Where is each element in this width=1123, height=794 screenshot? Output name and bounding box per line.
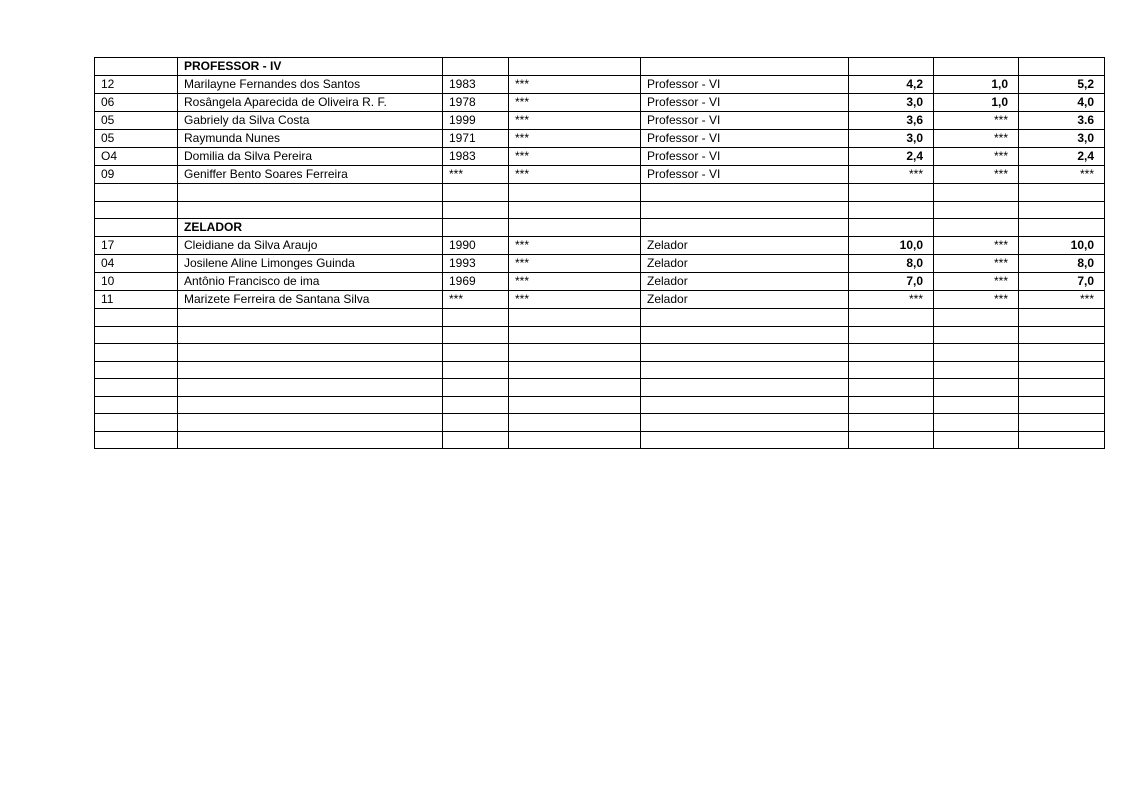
empty-cell bbox=[1019, 201, 1105, 219]
empty-row bbox=[95, 309, 1105, 327]
empty-cell bbox=[443, 396, 509, 414]
empty-cell bbox=[641, 309, 849, 327]
role-cell: Zelador bbox=[641, 255, 849, 273]
empty-cell bbox=[95, 396, 178, 414]
empty-cell bbox=[934, 201, 1019, 219]
table-row bbox=[95, 166, 1105, 184]
table-body bbox=[95, 58, 1105, 449]
empty-cell bbox=[95, 431, 178, 449]
total-cell: 3,0 bbox=[1019, 130, 1105, 148]
empty-row bbox=[95, 431, 1105, 449]
role-cell: Zelador bbox=[641, 237, 849, 255]
empty-row bbox=[95, 396, 1105, 414]
empty-cell bbox=[443, 361, 509, 379]
section-title: PROFESSOR - IV bbox=[178, 58, 443, 76]
table-row bbox=[95, 291, 1105, 309]
empty-cell bbox=[1019, 344, 1105, 362]
empty-cell bbox=[1019, 309, 1105, 327]
total-cell: *** bbox=[1019, 291, 1105, 309]
empty-cell bbox=[849, 201, 934, 219]
empty-row bbox=[95, 361, 1105, 379]
empty-cell bbox=[509, 361, 641, 379]
marker-cell: *** bbox=[509, 130, 641, 148]
empty-cell bbox=[443, 219, 509, 237]
year-cell: 1990 bbox=[443, 237, 509, 255]
role-cell: Professor - VI bbox=[641, 76, 849, 94]
section-title: ZELADOR bbox=[178, 219, 443, 237]
table-row bbox=[95, 237, 1105, 255]
row-number-cell: O4 bbox=[95, 148, 178, 166]
row-number-cell: 05 bbox=[95, 130, 178, 148]
empty-cell bbox=[849, 184, 934, 202]
score-1-cell: *** bbox=[849, 291, 934, 309]
empty-cell bbox=[178, 201, 443, 219]
empty-cell bbox=[934, 58, 1019, 76]
empty-cell bbox=[1019, 431, 1105, 449]
empty-cell bbox=[95, 219, 178, 237]
empty-cell bbox=[443, 326, 509, 344]
total-cell: 4,0 bbox=[1019, 94, 1105, 112]
empty-cell bbox=[849, 219, 934, 237]
empty-cell bbox=[849, 326, 934, 344]
marker-cell: *** bbox=[509, 237, 641, 255]
empty-cell bbox=[934, 431, 1019, 449]
empty-cell bbox=[509, 309, 641, 327]
score-1-cell: 4,2 bbox=[849, 76, 934, 94]
total-cell: 2,4 bbox=[1019, 148, 1105, 166]
empty-row bbox=[95, 184, 1105, 202]
empty-cell bbox=[934, 414, 1019, 432]
table-row bbox=[95, 255, 1105, 273]
marker-cell: *** bbox=[509, 148, 641, 166]
name-cell: Domilia da Silva Pereira bbox=[178, 148, 443, 166]
empty-cell bbox=[934, 184, 1019, 202]
empty-cell bbox=[95, 414, 178, 432]
score-2-cell: *** bbox=[934, 273, 1019, 291]
marker-cell: *** bbox=[509, 255, 641, 273]
row-number-cell: 11 bbox=[95, 291, 178, 309]
empty-cell bbox=[443, 184, 509, 202]
marker-cell: *** bbox=[509, 291, 641, 309]
score-1-cell: 3,0 bbox=[849, 130, 934, 148]
name-cell: Rosângela Aparecida de Oliveira R. F. bbox=[178, 94, 443, 112]
empty-cell bbox=[934, 396, 1019, 414]
empty-cell bbox=[1019, 379, 1105, 397]
empty-cell bbox=[1019, 326, 1105, 344]
total-cell: 5,2 bbox=[1019, 76, 1105, 94]
score-1-cell: *** bbox=[849, 166, 934, 184]
name-cell: Gabriely da Silva Costa bbox=[178, 112, 443, 130]
year-cell: 1993 bbox=[443, 255, 509, 273]
empty-cell bbox=[178, 396, 443, 414]
empty-cell bbox=[641, 58, 849, 76]
empty-cell bbox=[509, 379, 641, 397]
empty-cell bbox=[641, 344, 849, 362]
name-cell: Marizete Ferreira de Santana Silva bbox=[178, 291, 443, 309]
score-1-cell: 3,0 bbox=[849, 94, 934, 112]
role-cell: Professor - VI bbox=[641, 166, 849, 184]
empty-cell bbox=[849, 414, 934, 432]
empty-cell bbox=[95, 201, 178, 219]
year-cell: *** bbox=[443, 166, 509, 184]
empty-cell bbox=[95, 309, 178, 327]
score-1-cell: 10,0 bbox=[849, 237, 934, 255]
score-2-cell: *** bbox=[934, 166, 1019, 184]
empty-cell bbox=[1019, 361, 1105, 379]
empty-cell bbox=[443, 201, 509, 219]
empty-cell bbox=[1019, 58, 1105, 76]
empty-cell bbox=[641, 184, 849, 202]
table-row bbox=[95, 94, 1105, 112]
empty-cell bbox=[443, 309, 509, 327]
score-1-cell: 3,6 bbox=[849, 112, 934, 130]
year-cell: 1983 bbox=[443, 148, 509, 166]
year-cell: 1978 bbox=[443, 94, 509, 112]
empty-cell bbox=[95, 184, 178, 202]
empty-cell bbox=[509, 414, 641, 432]
score-1-cell: 7,0 bbox=[849, 273, 934, 291]
empty-cell bbox=[934, 379, 1019, 397]
empty-cell bbox=[178, 431, 443, 449]
score-2-cell: *** bbox=[934, 130, 1019, 148]
name-cell: Antônio Francisco de ima bbox=[178, 273, 443, 291]
role-cell: Professor - VI bbox=[641, 112, 849, 130]
year-cell: 1971 bbox=[443, 130, 509, 148]
year-cell: 1999 bbox=[443, 112, 509, 130]
empty-cell bbox=[1019, 414, 1105, 432]
name-cell: Josilene Aline Limonges Guinda bbox=[178, 255, 443, 273]
table-row bbox=[95, 112, 1105, 130]
section-header-row bbox=[95, 58, 1105, 76]
empty-row bbox=[95, 379, 1105, 397]
total-cell: 3.6 bbox=[1019, 112, 1105, 130]
empty-cell bbox=[509, 219, 641, 237]
empty-cell bbox=[178, 184, 443, 202]
table-row bbox=[95, 130, 1105, 148]
empty-cell bbox=[509, 431, 641, 449]
empty-cell bbox=[849, 431, 934, 449]
empty-cell bbox=[509, 326, 641, 344]
row-number-cell: 04 bbox=[95, 255, 178, 273]
empty-cell bbox=[641, 219, 849, 237]
year-cell: *** bbox=[443, 291, 509, 309]
table-row bbox=[95, 148, 1105, 166]
empty-cell bbox=[509, 201, 641, 219]
empty-cell bbox=[641, 414, 849, 432]
empty-cell bbox=[849, 58, 934, 76]
role-cell: Zelador bbox=[641, 291, 849, 309]
empty-row bbox=[95, 201, 1105, 219]
empty-cell bbox=[934, 326, 1019, 344]
score-2-cell: *** bbox=[934, 112, 1019, 130]
empty-cell bbox=[641, 201, 849, 219]
year-cell: 1983 bbox=[443, 76, 509, 94]
empty-cell bbox=[443, 379, 509, 397]
empty-cell bbox=[178, 379, 443, 397]
name-cell: Cleidiane da Silva Araujo bbox=[178, 237, 443, 255]
empty-cell bbox=[641, 379, 849, 397]
empty-cell bbox=[1019, 219, 1105, 237]
empty-cell bbox=[95, 344, 178, 362]
score-2-cell: *** bbox=[934, 148, 1019, 166]
empty-cell bbox=[934, 344, 1019, 362]
year-cell: 1969 bbox=[443, 273, 509, 291]
empty-cell bbox=[443, 414, 509, 432]
empty-row bbox=[95, 414, 1105, 432]
table-row bbox=[95, 76, 1105, 94]
role-cell: Professor - VI bbox=[641, 130, 849, 148]
row-number-cell: 10 bbox=[95, 273, 178, 291]
empty-cell bbox=[509, 58, 641, 76]
total-cell: *** bbox=[1019, 166, 1105, 184]
score-2-cell: *** bbox=[934, 237, 1019, 255]
empty-cell bbox=[178, 344, 443, 362]
row-number-cell: 05 bbox=[95, 112, 178, 130]
marker-cell: *** bbox=[509, 112, 641, 130]
empty-cell bbox=[95, 58, 178, 76]
row-number-cell: 12 bbox=[95, 76, 178, 94]
row-number-cell: 09 bbox=[95, 166, 178, 184]
empty-cell bbox=[178, 361, 443, 379]
score-1-cell: 2,4 bbox=[849, 148, 934, 166]
empty-cell bbox=[849, 396, 934, 414]
empty-cell bbox=[641, 326, 849, 344]
marker-cell: *** bbox=[509, 76, 641, 94]
empty-cell bbox=[443, 58, 509, 76]
empty-cell bbox=[509, 344, 641, 362]
empty-cell bbox=[1019, 184, 1105, 202]
table-row bbox=[95, 273, 1105, 291]
empty-cell bbox=[178, 309, 443, 327]
score-1-cell: 8,0 bbox=[849, 255, 934, 273]
role-cell: Professor - VI bbox=[641, 94, 849, 112]
empty-cell bbox=[509, 184, 641, 202]
empty-cell bbox=[641, 431, 849, 449]
score-2-cell: *** bbox=[934, 255, 1019, 273]
empty-cell bbox=[1019, 396, 1105, 414]
total-cell: 8,0 bbox=[1019, 255, 1105, 273]
empty-cell bbox=[641, 361, 849, 379]
empty-cell bbox=[95, 326, 178, 344]
empty-cell bbox=[934, 309, 1019, 327]
name-cell: Marilayne Fernandes dos Santos bbox=[178, 76, 443, 94]
empty-row bbox=[95, 344, 1105, 362]
role-cell: Professor - VI bbox=[641, 148, 849, 166]
empty-cell bbox=[849, 379, 934, 397]
row-number-cell: 17 bbox=[95, 237, 178, 255]
score-2-cell: 1,0 bbox=[934, 76, 1019, 94]
row-number-cell: 06 bbox=[95, 94, 178, 112]
marker-cell: *** bbox=[509, 94, 641, 112]
marker-cell: *** bbox=[509, 166, 641, 184]
empty-cell bbox=[443, 431, 509, 449]
empty-cell bbox=[95, 361, 178, 379]
name-cell: Raymunda Nunes bbox=[178, 130, 443, 148]
score-2-cell: *** bbox=[934, 291, 1019, 309]
empty-cell bbox=[641, 396, 849, 414]
section-header-row bbox=[95, 219, 1105, 237]
empty-cell bbox=[178, 326, 443, 344]
empty-cell bbox=[849, 344, 934, 362]
empty-row bbox=[95, 326, 1105, 344]
empty-cell bbox=[934, 361, 1019, 379]
empty-cell bbox=[849, 361, 934, 379]
total-cell: 7,0 bbox=[1019, 273, 1105, 291]
empty-cell bbox=[849, 309, 934, 327]
empty-cell bbox=[934, 219, 1019, 237]
role-cell: Zelador bbox=[641, 273, 849, 291]
name-cell: Geniffer Bento Soares Ferreira bbox=[178, 166, 443, 184]
data-table bbox=[94, 57, 1105, 449]
empty-cell bbox=[178, 414, 443, 432]
marker-cell: *** bbox=[509, 273, 641, 291]
empty-cell bbox=[509, 396, 641, 414]
empty-cell bbox=[95, 379, 178, 397]
score-2-cell: 1,0 bbox=[934, 94, 1019, 112]
total-cell: 10,0 bbox=[1019, 237, 1105, 255]
empty-cell bbox=[443, 344, 509, 362]
